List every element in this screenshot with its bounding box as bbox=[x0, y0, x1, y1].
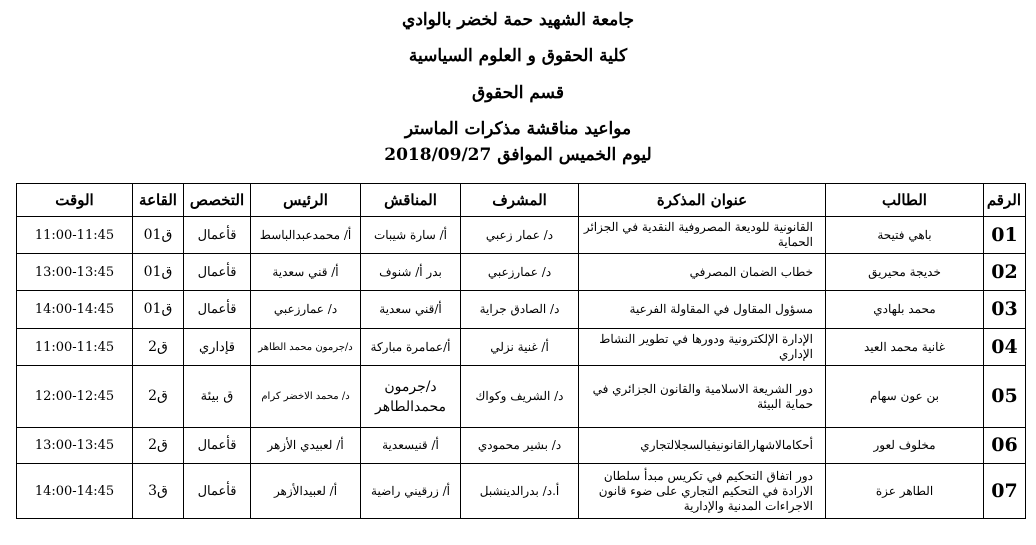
row-specialty: قأعمال bbox=[184, 217, 251, 254]
row-room: ق01 bbox=[133, 291, 184, 329]
row-examiner: بدر أ/ شنوف bbox=[361, 254, 461, 291]
table-row bbox=[17, 366, 1026, 428]
row-time: 12:00-12:45 bbox=[17, 366, 133, 428]
row-supervisor: د/ الشريف وكواك bbox=[461, 366, 579, 428]
schedule-table bbox=[16, 183, 1026, 519]
row-num: 06 bbox=[984, 428, 1026, 464]
table-row bbox=[17, 254, 1026, 291]
row-student: بن عون سهام bbox=[826, 366, 984, 428]
university-name: جامعة الشهيد حمة لخضر بالوادي bbox=[402, 10, 634, 30]
row-student: الطاهر عزة bbox=[826, 464, 984, 519]
row-title: مسؤول المقاول في المقاولة الفرعية bbox=[579, 291, 826, 329]
row-supervisor: أ/ غنية نزلي bbox=[461, 329, 579, 366]
row-room: ق2 bbox=[133, 329, 184, 366]
row-title: أحكامالاشهارالقانونيفيالسجلالتجاري bbox=[579, 428, 826, 464]
row-num: 04 bbox=[984, 329, 1026, 366]
header-time: الوقت bbox=[17, 184, 133, 217]
row-time: 13:00-13:45 bbox=[17, 254, 133, 291]
row-num: 05 bbox=[984, 366, 1026, 428]
header-president: الرئيس bbox=[251, 184, 361, 217]
header-supervisor: المشرف bbox=[461, 184, 579, 217]
row-room: ق01 bbox=[133, 217, 184, 254]
row-supervisor: أ.د/ بدرالدينشبل bbox=[461, 464, 579, 519]
row-time: 11:00-11:45 bbox=[17, 329, 133, 366]
header-student: الطالب bbox=[826, 184, 984, 217]
row-title: الإدارة الإلكترونية ودورها في تطوير النشاط الإداري bbox=[579, 329, 826, 366]
row-room: ق3 bbox=[133, 464, 184, 519]
faculty-name: كلية الحقوق و العلوم السياسية bbox=[408, 46, 628, 66]
header-specialty: التخصص bbox=[184, 184, 251, 217]
row-time: 14:00-14:45 bbox=[17, 464, 133, 519]
row-supervisor: د/ بشير محمودي bbox=[461, 428, 579, 464]
row-room: ق01 bbox=[133, 254, 184, 291]
row-supervisor: د/ عمار زعبي bbox=[461, 217, 579, 254]
row-num: 07 bbox=[984, 464, 1026, 519]
date-line: ليوم الخميس الموافق 2018/09/27 bbox=[384, 145, 652, 165]
row-president: أ/ قني سعدية bbox=[251, 254, 361, 291]
row-president: أ/ لعبيدالأزهر bbox=[251, 464, 361, 519]
row-num: 02 bbox=[984, 254, 1026, 291]
row-examiner: أ/قني سعدية bbox=[361, 291, 461, 329]
row-supervisor: د/ الصادق جراية bbox=[461, 291, 579, 329]
row-president: د/جرمون محمد الطاهر bbox=[251, 329, 361, 366]
row-specialty: قأعمال bbox=[184, 254, 251, 291]
table-row bbox=[17, 217, 1026, 254]
row-examiner: د/جرمون محمدالطاهر bbox=[361, 366, 461, 428]
row-time: 13:00-13:45 bbox=[17, 428, 133, 464]
row-student: غانية محمد العيد bbox=[826, 329, 984, 366]
row-examiner: أ/ زرقيني راضية bbox=[361, 464, 461, 519]
row-time: 11:00-11:45 bbox=[17, 217, 133, 254]
row-title: خطاب الضمان المصرفي bbox=[579, 254, 826, 291]
row-president: أ/ محمدعبدالباسط bbox=[251, 217, 361, 254]
row-title: دور الشريعة الاسلامية والقانون الجزائري في حماية البيئة bbox=[579, 366, 826, 428]
row-president: أ/ لعبيدي الأزهر bbox=[251, 428, 361, 464]
row-student: محمد بلهادي bbox=[826, 291, 984, 329]
header-examiner: المناقش bbox=[361, 184, 461, 217]
header-title: عنوان المذكرة bbox=[579, 184, 826, 217]
row-room: ق2 bbox=[133, 428, 184, 464]
row-specialty: قأعمال bbox=[184, 428, 251, 464]
row-time: 14:00-14:45 bbox=[17, 291, 133, 329]
table-header-row bbox=[17, 184, 1026, 217]
row-title: دور اتفاق التحكيم في تكريس مبدأ سلطان الارادة في التحكيم التجاري على ضوء قانون الاجراءات المدنية والإدارية bbox=[579, 464, 826, 519]
row-specialty: ق بيئة bbox=[184, 366, 251, 428]
row-president: د/ عمارزعبي bbox=[251, 291, 361, 329]
row-president: د/ محمد الاخضر كرام bbox=[251, 366, 361, 428]
row-examiner: أ/ قنيسعدية bbox=[361, 428, 461, 464]
row-examiner: أ/عمامرة مباركة bbox=[361, 329, 461, 366]
table-row bbox=[17, 291, 1026, 329]
row-student: باهي فتيحة bbox=[826, 217, 984, 254]
header-num: الرقم bbox=[984, 184, 1026, 217]
department-name: قسم الحقوق bbox=[472, 83, 564, 103]
row-student: مخلوف لعور bbox=[826, 428, 984, 464]
row-specialty: قأعمال bbox=[184, 291, 251, 329]
row-specialty: قأعمال bbox=[184, 464, 251, 519]
table-row bbox=[17, 464, 1026, 519]
row-title: القانونية للوديعة المصروفية النقدية في الجزائر الحماية bbox=[579, 217, 826, 254]
row-examiner: أ/ سارة شيبات bbox=[361, 217, 461, 254]
header-room: القاعة bbox=[133, 184, 184, 217]
row-specialty: قإداري bbox=[184, 329, 251, 366]
table-row bbox=[17, 329, 1026, 366]
table-row bbox=[17, 428, 1026, 464]
row-supervisor: د/ عمارزعبي bbox=[461, 254, 579, 291]
row-num: 01 bbox=[984, 217, 1026, 254]
row-student: خديجة محيريق bbox=[826, 254, 984, 291]
row-room: ق2 bbox=[133, 366, 184, 428]
row-num: 03 bbox=[984, 291, 1026, 329]
document-title: مواعيد مناقشة مذكرات الماستر bbox=[404, 119, 632, 139]
